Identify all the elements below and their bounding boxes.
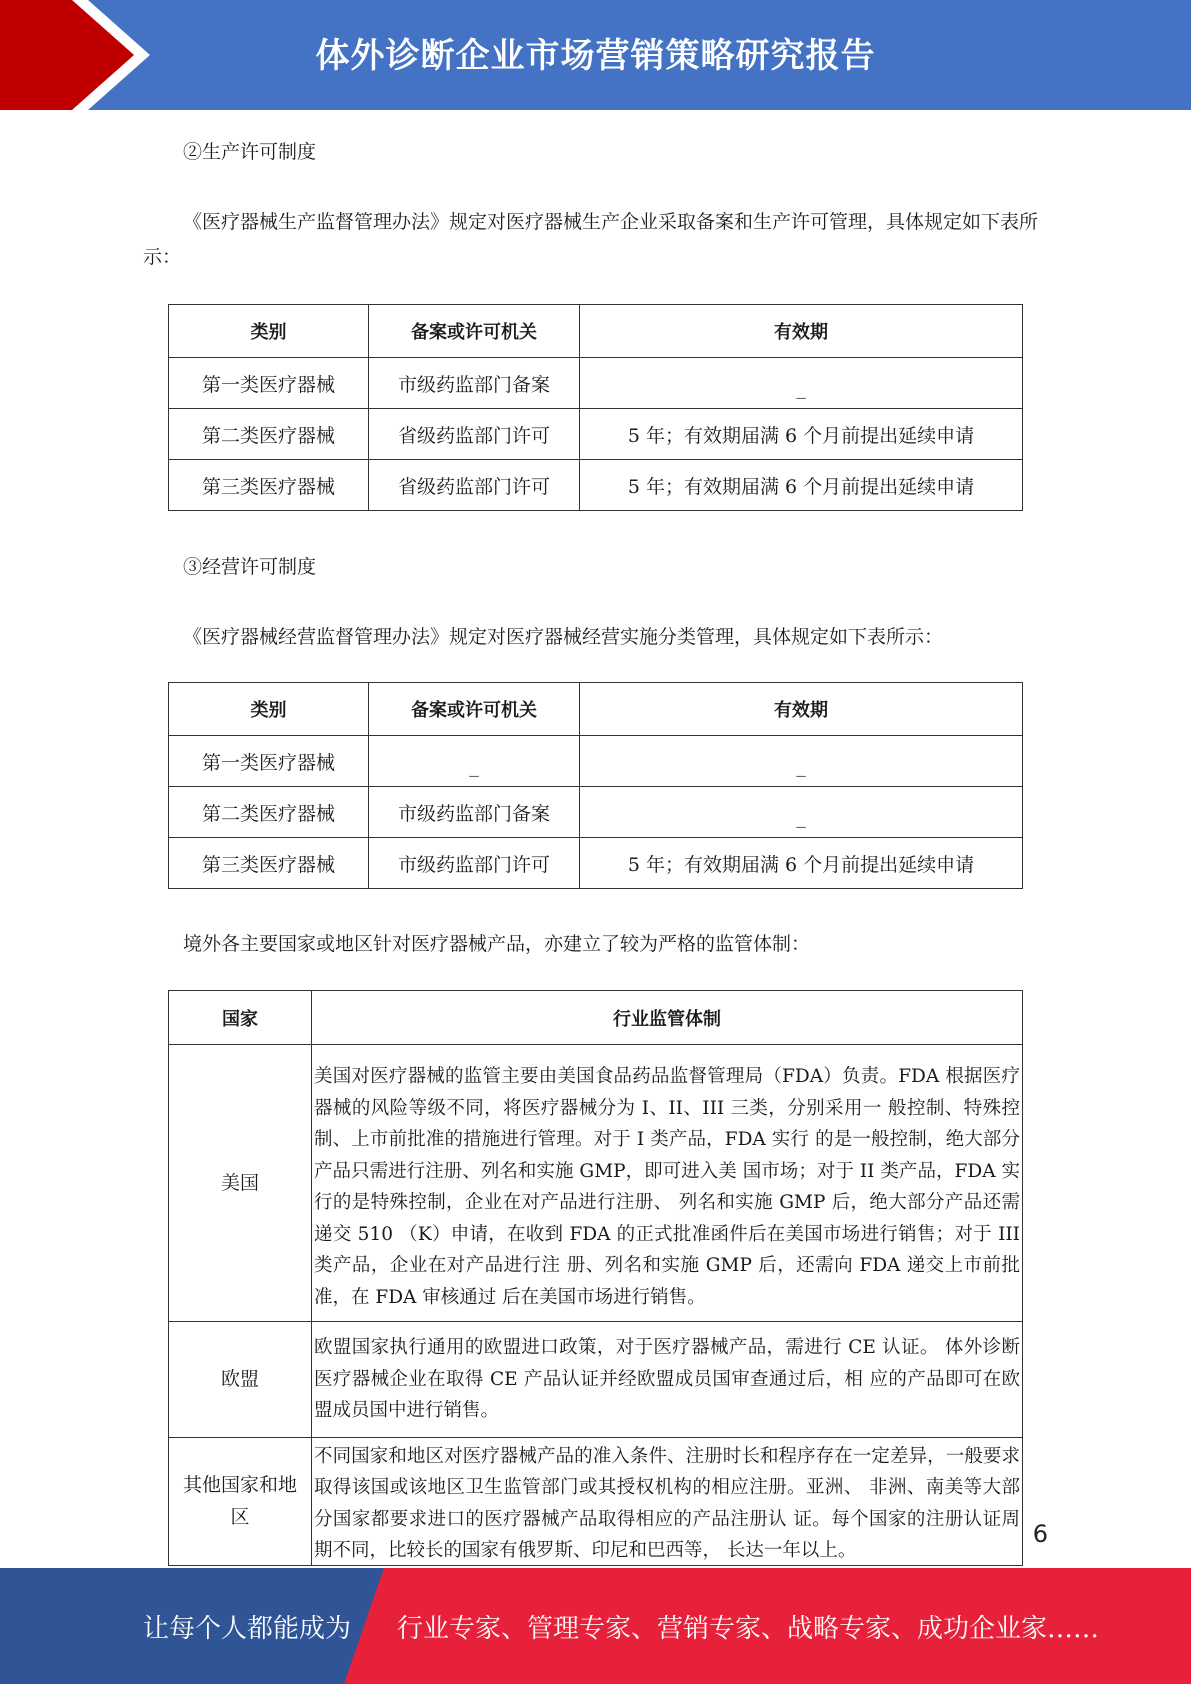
country-cell: 其他国家和地区 xyxy=(169,1437,312,1565)
header-cell: 类别 xyxy=(169,305,369,358)
production-heading: ②生产许可制度 xyxy=(183,141,317,163)
table-header-row xyxy=(169,683,1023,736)
operation-table xyxy=(168,682,1023,889)
header-cell: 国家 xyxy=(169,991,312,1045)
table-row xyxy=(169,358,1023,409)
header-cell: 有效期 xyxy=(580,305,1023,358)
header-cell: 有效期 xyxy=(580,683,1023,736)
table-cell: 5 年；有效期届满 6 个月前提出延续申请 xyxy=(580,409,1023,460)
table-header-row xyxy=(169,991,1023,1045)
table-cell xyxy=(580,358,1023,409)
table-row xyxy=(169,1322,1023,1438)
dash-value: _ xyxy=(796,377,806,399)
production-intro: 《医疗器械生产监督管理办法》规定对医疗器械生产企业采取备案和生产许可管理，具体规定如下表所示： xyxy=(143,211,1039,268)
table-cell: 市级药监部门备案 xyxy=(369,358,580,409)
table-cell: 第二类医疗器械 xyxy=(169,787,369,838)
table-row xyxy=(169,460,1023,511)
table-header-row xyxy=(169,305,1023,358)
table-cell: 第二类医疗器械 xyxy=(169,409,369,460)
table-cell: 省级药监部门许可 xyxy=(369,409,580,460)
header-cell: 类别 xyxy=(169,683,369,736)
country-cell: 美国 xyxy=(169,1045,312,1322)
header-cell: 备案或许可机关 xyxy=(369,305,580,358)
table-cell: 市级药监部门备案 xyxy=(369,787,580,838)
table-cell: 5 年；有效期届满 6 个月前提出延续申请 xyxy=(580,460,1023,511)
page-header xyxy=(0,0,1191,110)
table-cell: 第三类医疗器械 xyxy=(169,460,369,511)
table-cell xyxy=(369,736,580,787)
table-cell: 第一类医疗器械 xyxy=(169,358,369,409)
operation-heading: ③经营许可制度 xyxy=(183,556,317,578)
page-number: 6 xyxy=(1032,1520,1048,1548)
table-cell: 5 年；有效期届满 6 个月前提出延续申请 xyxy=(580,838,1023,889)
dash-value: _ xyxy=(796,806,806,828)
table-cell: 市级药监部门许可 xyxy=(369,838,580,889)
table-cell: 第三类医疗器械 xyxy=(169,838,369,889)
table-cell xyxy=(580,736,1023,787)
header-cell: 行业监管体制 xyxy=(312,991,1023,1045)
regulation-cell: 美国对医疗器械的监管主要由美国食品药品监督管理局（FDA）负责。FDA 根据医疗器械的风险等级不同，将医疗器械分为 I、II、III 三类，分别采用一 般控制、特殊控制、上市前批准的措施进行管理。对于 I 类产品，FDA 实行 的是一般控制，绝大部分产品只需进行注册、列名和实施 GMP，即可进入美 国市场；对于 II 类产品，FDA 实行的是特殊控制，企业在对产品进行注册、 列名和实施 GMP 后，绝大部分产品还需递交 510 （K）申请，在收到 FDA 的正式批准函件后在美国市场进行销售；对于 III 类产品，企业在对产品进行注 册、列名和实施 GMP 后，还需向 FDA 递交上市前批准，在 FDA 审核通过 后在美国市场进行销售。 xyxy=(312,1045,1023,1322)
dash-value: _ xyxy=(796,755,806,777)
table-row xyxy=(169,736,1023,787)
table-cell: 省级药监部门许可 xyxy=(369,460,580,511)
overseas-table xyxy=(168,990,1023,1566)
regulation-cell xyxy=(312,1437,1023,1565)
operation-intro: 《医疗器械经营监督管理办法》规定对医疗器械经营实施分类管理，具体规定如下表所示： xyxy=(183,626,944,648)
page-footer xyxy=(0,1568,1191,1684)
table-row xyxy=(169,1045,1023,1322)
production-table xyxy=(168,304,1023,511)
table-cell xyxy=(580,787,1023,838)
table-row xyxy=(169,409,1023,460)
header-cell: 备案或许可机关 xyxy=(369,683,580,736)
country-cell: 欧盟 xyxy=(169,1322,312,1438)
regulation-cell: 欧盟国家执行通用的欧盟进口政策，对于医疗器械产品，需进行 CE 认证。 体外诊断医疗器械企业在取得 CE 产品认证并经欧盟成员国审查通过后，相 应的产品即可在欧盟成员国中进行销售。 xyxy=(312,1322,1023,1438)
dash-value: _ xyxy=(469,755,479,777)
table-row xyxy=(169,1437,1023,1565)
footer-slogan-right: 行业专家、管理专家、营销专家、战略专家、成功企业家…… xyxy=(397,1614,1100,1644)
table-row xyxy=(169,838,1023,889)
footer-slogan-left: 让每个人都能成为 xyxy=(143,1614,352,1644)
chevron-logo-icon xyxy=(0,0,200,110)
regulation-text: 不同国家和地区对医疗器械产品的准入条件、注册时长和程序存在一定差异，一般要求取得该国或该地区卫生监管部门或其授权机构的相应注册。亚洲、 非洲、南美等大部分国家都要求进口的医疗器械产品取得相应的产品注册认 证。每个国家的注册认证周期不同，比较长的国家有俄罗斯、印尼和巴西等， 长达一年以上。 xyxy=(314,1445,1020,1561)
table-row xyxy=(169,787,1023,838)
overseas-intro: 境外各主要国家或地区针对医疗器械产品，亦建立了较为严格的监管体制： xyxy=(183,933,811,955)
table-cell: 第一类医疗器械 xyxy=(169,736,369,787)
report-title: 体外诊断企业市场营销策略研究报告 xyxy=(315,36,876,76)
